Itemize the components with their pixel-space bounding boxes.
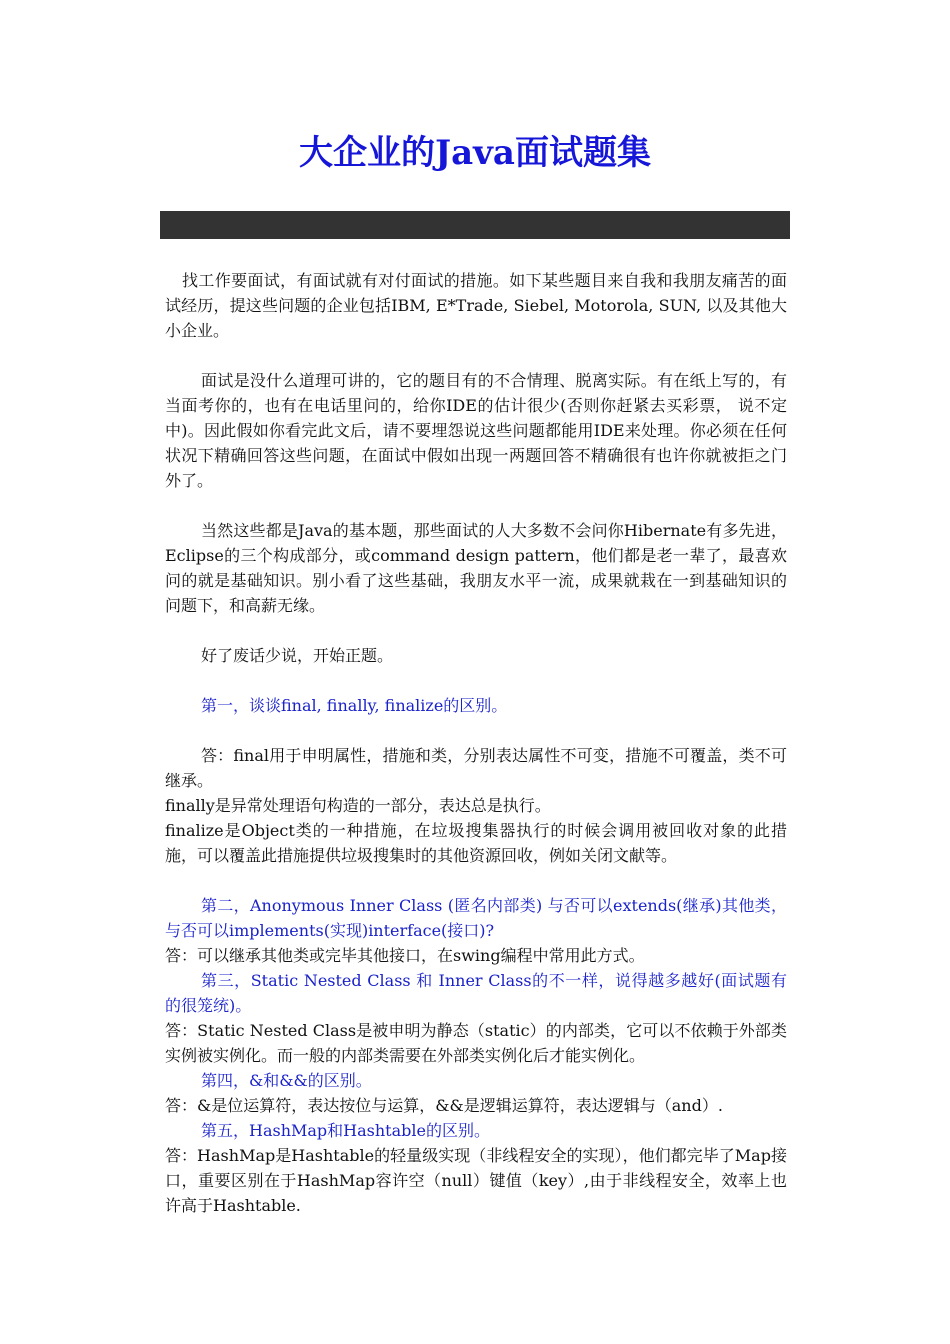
answer-4: 答：&是位运算符，表达按位与运算，&&是逻辑运算符，表达逻辑与（and）. <box>165 1096 723 1115</box>
question-4: 第四，&和&&的区别。 <box>201 1071 372 1090</box>
question-3: 第三，Static Nested Class 和 Inner Class的不一样，说得越多越好(面试题有的很笼统)。 <box>165 971 787 1015</box>
intro-paragraph-4: 好了废话少说，开始正题。 <box>201 646 394 665</box>
question-1: 第一，谈谈final, finally, finalize的区别。 <box>201 696 508 715</box>
answer-1-line-1: 答：final用于申明属性，措施和类，分别表达属性不可变，措施不可覆盖，类不可继承。 <box>165 746 787 790</box>
answer-1-line-2: finally是异常处理语句构造的一部分，表达总是执行。 <box>165 796 551 815</box>
intro-paragraph-3: 当然这些都是Java的基本题，那些面试的人大多数不会问你Hibernate有多先进，Eclipse的三个构成部分，或command design pattern，他们都是老一辈了，最喜欢问的就是基础知识。别小看了这些基础，我朋友水平一流，成果就栽在一到基础知识的问题下，和高薪无缘。 <box>165 521 787 615</box>
article-body <box>165 268 787 1218</box>
intro-paragraph-1: 找工作要面试，有面试就有对付面试的措施。如下某些题目来自我和我朋友痛苦的面试经历，提这些问题的企业包括IBM, E*Trade, Siebel, Motorola, SUN, 以及其他大小企业。 <box>165 271 787 340</box>
intro-paragraph-2: 面试是没什么道理可讲的，它的题目有的不合情理、脱离实际。有在纸上写的，有当面考你的，也有在电话里问的，给你IDE的估计很少(否则你赶紧去买彩票， 说不定中)。因此假如你看完此文后，请不要埋怨说这些问题都能用IDE来处理。你必须在任何状况下精确回答这些问题，在面试中假如出现一两题回答不精确很有也许你就被拒之门外了。 <box>165 371 787 490</box>
page-title: 大企业的Java面试题集 <box>299 133 651 173</box>
answer-3: 答：Static Nested Class是被申明为静态（static）的内部类，它可以不依赖于外部类实例被实例化。而一般的内部类需要在外部类实例化后才能实例化。 <box>165 1021 787 1065</box>
answer-1-line-3: finalize是Object类的一种措施，在垃圾搜集器执行的时候会调用被回收对象的此措施，可以覆盖此措施提供垃圾搜集时的其他资源回收，例如关闭文献等。 <box>165 821 787 865</box>
question-5: 第五，HashMap和Hashtable的区别。 <box>201 1121 490 1140</box>
answer-5: 答：HashMap是Hashtable的轻量级实现（非线程安全的实现），他们都完毕了Map接口，重要区别在于HashMap容许空（null）键值（key）,由于非线程安全，效率上也许高于Hashtable. <box>165 1146 787 1215</box>
question-2: 第二，Anonymous Inner Class (匿名内部类) 与否可以extends(继承)其他类，与否可以implements(实现)interface(接口)? <box>165 896 787 940</box>
answer-2: 答：可以继承其他类或完毕其他接口，在swing编程中常用此方式。 <box>165 946 645 965</box>
title-divider-bar <box>160 211 790 239</box>
